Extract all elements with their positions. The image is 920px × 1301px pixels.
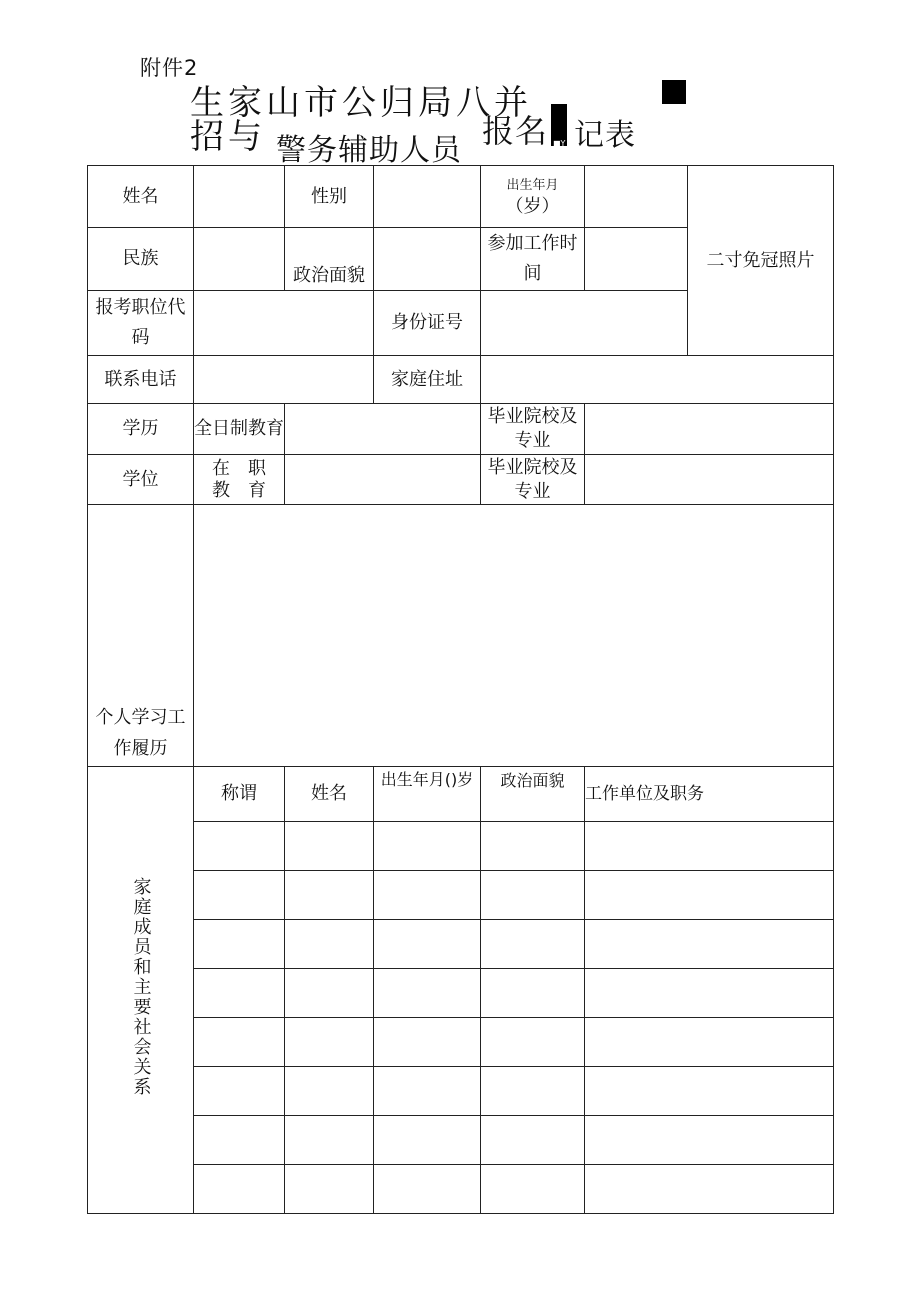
family-cell[interactable] [585, 1165, 834, 1214]
family-row [88, 1067, 834, 1116]
title-cut-text: 生家山市公归局八并招与 [190, 83, 532, 157]
family-cell[interactable] [481, 1018, 585, 1067]
attachment-label: 附件2 [140, 56, 199, 80]
birth-label-line2: （岁） [505, 195, 560, 217]
family-cell[interactable] [374, 822, 481, 871]
family-header-politics: 政治面貌 [481, 767, 585, 822]
redaction-block [662, 80, 686, 104]
family-row [88, 1165, 834, 1214]
work-start-label [481, 228, 585, 291]
family-cell[interactable] [374, 1165, 481, 1214]
family-cell[interactable] [374, 1116, 481, 1165]
education-label: 学历 [88, 404, 194, 455]
title-main: 警务辅助人员 [276, 133, 462, 168]
family-cell[interactable] [585, 969, 834, 1018]
phone-label: 联系电话 [88, 356, 194, 404]
resume-label [88, 505, 194, 767]
politics-label: 政治面貌 [285, 228, 374, 291]
family-row [88, 822, 834, 871]
ethnicity-label: 民族 [88, 228, 194, 291]
family-cell[interactable] [285, 920, 374, 969]
family-header-relation: 称谓 [194, 767, 285, 822]
family-cell[interactable] [194, 871, 285, 920]
family-header-work: 工作单位及职务 [585, 767, 834, 822]
address-field[interactable] [481, 356, 834, 404]
family-cell[interactable] [285, 969, 374, 1018]
family-cell[interactable] [374, 1067, 481, 1116]
family-cell[interactable] [194, 920, 285, 969]
school-major-field-1[interactable] [585, 404, 834, 455]
birth-label [481, 166, 585, 228]
family-cell[interactable] [585, 1067, 834, 1116]
position-code-label [88, 291, 194, 356]
family-cell[interactable] [585, 920, 834, 969]
family-header-name: 姓名 [285, 767, 374, 822]
family-cell[interactable] [285, 1018, 374, 1067]
family-cell[interactable] [481, 822, 585, 871]
inservice-field[interactable] [285, 455, 481, 505]
family-header-birth-text: 出生年月()岁 [380, 770, 474, 789]
family-cell[interactable] [194, 822, 285, 871]
family-row [88, 1116, 834, 1165]
address-label: 家庭住址 [374, 356, 481, 404]
school-major-label-2 [481, 455, 585, 505]
title-end: 记表 [574, 118, 636, 153]
family-label-text: 家庭成员和主要社会关系 [130, 876, 152, 1097]
registration-form [87, 165, 834, 1214]
family-cell[interactable] [194, 1018, 285, 1067]
ethnicity-field[interactable] [194, 228, 285, 291]
birth-field[interactable] [585, 166, 688, 228]
family-cell[interactable] [585, 822, 834, 871]
phone-field[interactable] [194, 356, 374, 404]
id-label: 身份证号 [374, 291, 481, 356]
gender-field[interactable] [374, 166, 481, 228]
family-cell[interactable] [374, 920, 481, 969]
inservice-label [194, 455, 285, 505]
family-cell[interactable] [374, 1018, 481, 1067]
inservice-line1: 在 职 [212, 457, 266, 479]
family-label [88, 767, 194, 1214]
resume-field[interactable] [194, 505, 834, 767]
position-code-field[interactable] [194, 291, 374, 356]
fulltime-text: 全日制教育 [194, 418, 284, 439]
family-cell[interactable] [285, 822, 374, 871]
politics-field[interactable] [374, 228, 481, 291]
birth-label-line1: 出生年月 [506, 177, 559, 193]
resume-text: 个人学习工作履历 [95, 707, 186, 759]
family-header-birth [374, 767, 481, 822]
family-cell[interactable] [374, 871, 481, 920]
work-start-field[interactable] [585, 228, 688, 291]
title-big: 报名 [482, 112, 549, 150]
family-cell[interactable] [194, 1067, 285, 1116]
school-major-text-1: 毕业院校及专业 [487, 406, 578, 451]
name-field[interactable] [194, 166, 285, 228]
family-cell[interactable] [481, 1116, 585, 1165]
school-major-label-1 [481, 404, 585, 455]
family-row [88, 1018, 834, 1067]
fulltime-field[interactable] [285, 404, 481, 455]
work-start-text: 参加工作时间 [487, 233, 578, 284]
family-cell[interactable] [194, 969, 285, 1018]
redaction-mark: ■Y [553, 139, 566, 148]
family-cell[interactable] [285, 1116, 374, 1165]
family-cell[interactable] [481, 920, 585, 969]
name-label: 姓名 [88, 166, 194, 228]
family-cell[interactable] [285, 1165, 374, 1214]
family-row [88, 920, 834, 969]
family-row [88, 969, 834, 1018]
photo-box[interactable] [688, 166, 834, 356]
id-field[interactable] [481, 291, 688, 356]
family-cell[interactable] [481, 1165, 585, 1214]
family-row [88, 871, 834, 920]
degree-label: 学位 [88, 455, 194, 505]
family-cell[interactable] [585, 871, 834, 920]
fulltime-label [194, 404, 285, 455]
school-major-text-2: 毕业院校及专业 [487, 456, 578, 502]
family-cell[interactable] [285, 1067, 374, 1116]
family-cell[interactable] [194, 1165, 285, 1214]
family-cell[interactable] [374, 969, 481, 1018]
family-cell[interactable] [585, 1116, 834, 1165]
photo-label: 二寸免冠照片 [706, 249, 815, 271]
family-cell[interactable] [481, 871, 585, 920]
inservice-line2: 教 育 [212, 479, 266, 501]
family-cell[interactable] [285, 871, 374, 920]
family-cell[interactable] [481, 1067, 585, 1116]
school-major-field-2[interactable] [585, 455, 834, 505]
family-cell[interactable] [481, 969, 585, 1018]
family-cell[interactable] [194, 1116, 285, 1165]
position-code-text: 报考职位代码 [95, 297, 186, 348]
gender-label: 性别 [285, 166, 374, 228]
family-cell[interactable] [585, 1018, 834, 1067]
